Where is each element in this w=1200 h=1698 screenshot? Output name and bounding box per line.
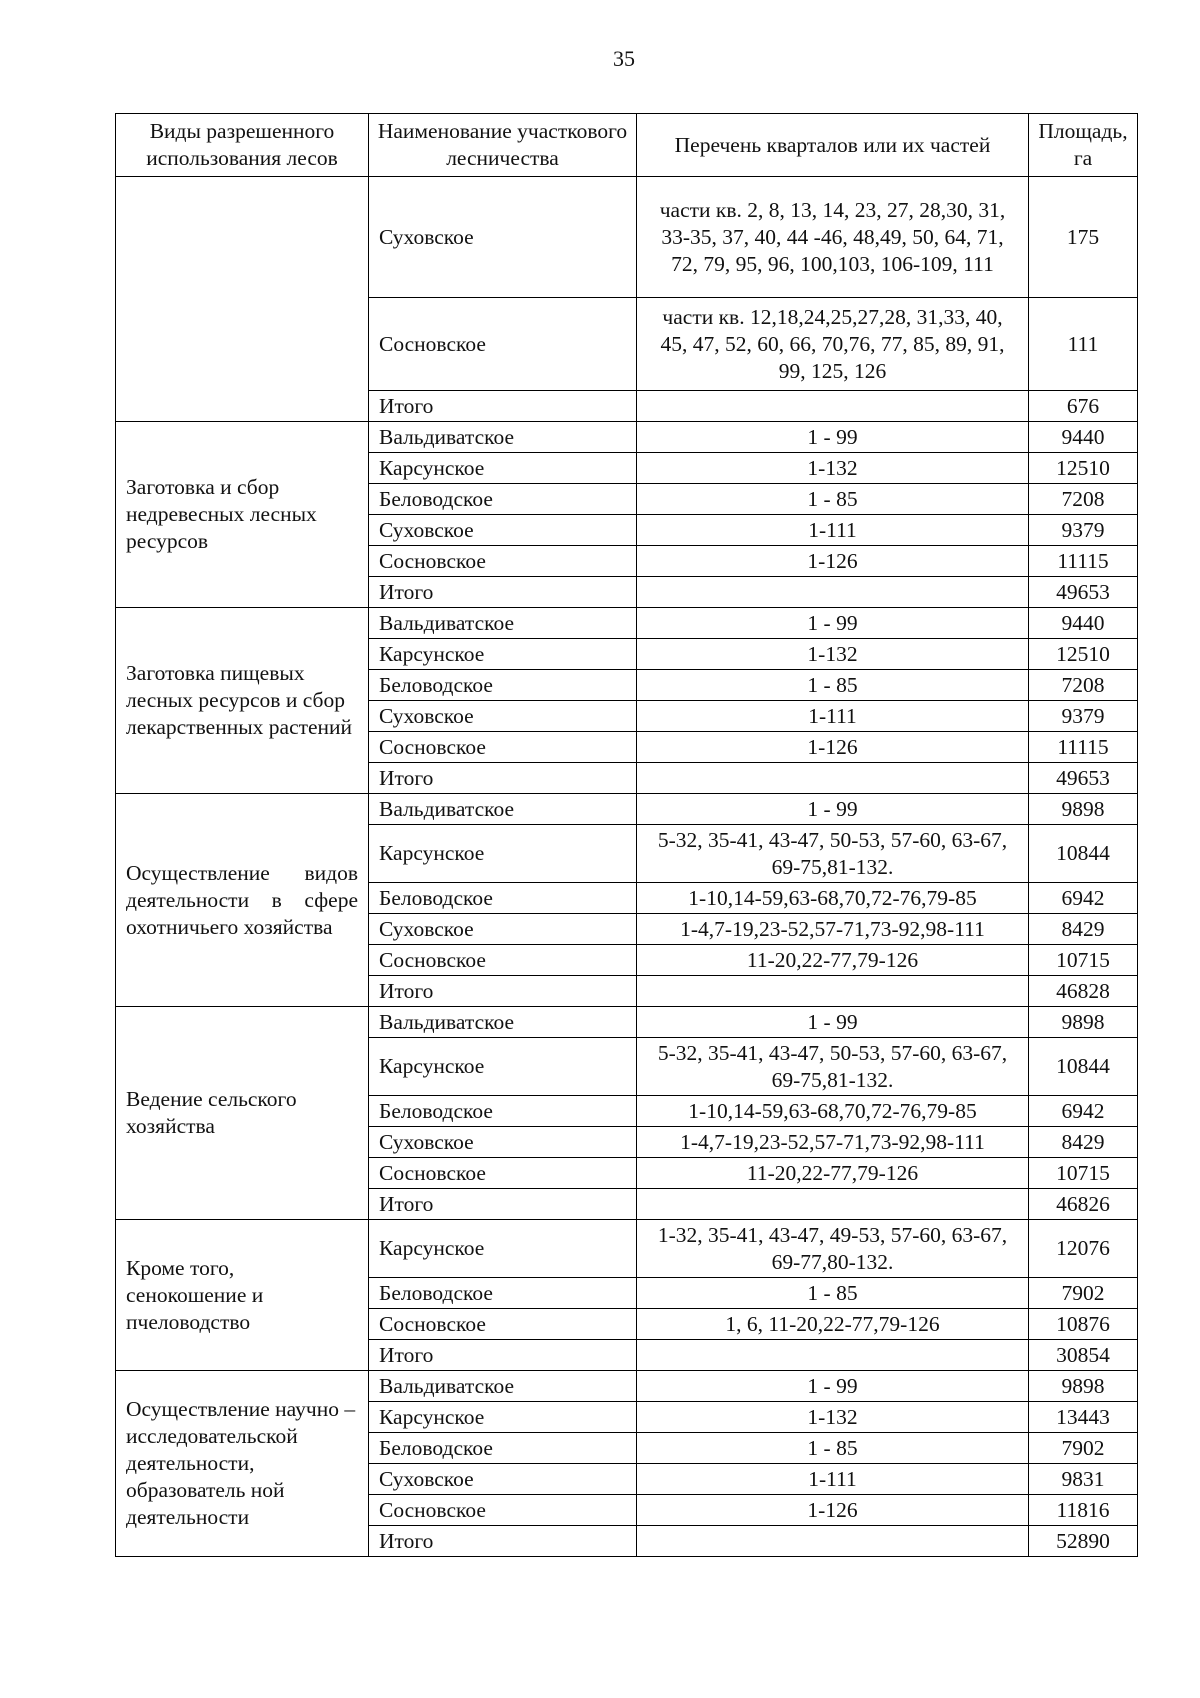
quarters-cell: 1-126 [637,546,1029,577]
forestry-name-cell: Сосновское [369,546,637,577]
quarters-cell: 11-20,22-77,79-126 [637,945,1029,976]
total-label-cell: Итого [369,1340,637,1371]
quarters-cell: 1-4,7-19,23-52,57-71,73-92,98-111 [637,1127,1029,1158]
forestry-name-cell: Карсунское [369,1402,637,1433]
area-cell: 30854 [1029,1340,1138,1371]
forestry-name-cell: Сосновское [369,298,637,391]
area-cell: 52890 [1029,1526,1138,1557]
quarters-cell [637,1340,1029,1371]
forestry-name-cell: Беловодское [369,1433,637,1464]
area-cell: 11115 [1029,732,1138,763]
category-cell: Осуществление научно – исследовательской деятельности, образователь ной деятельности [116,1371,369,1557]
forestry-name-cell: Суховское [369,515,637,546]
quarters-cell: части кв. 2, 8, 13, 14, 23, 27, 28,30, 31, 33-35, 37, 40, 44 -46, 48,49, 50, 64, 71, 72, 79, 95, 96, 100,103, 106-109, 111 [637,177,1029,298]
forestry-name-cell: Вальдиватское [369,1007,637,1038]
forestry-name-cell: Карсунское [369,1038,637,1096]
area-cell: 10876 [1029,1309,1138,1340]
quarters-cell: 1-126 [637,1495,1029,1526]
category-cell: Заготовка пищевых лесных ресурсов и сбор лекарственных растений [116,608,369,794]
quarters-cell: части кв. 12,18,24,25,27,28, 31,33, 40, 45, 47, 52, 60, 66, 70,76, 77, 85, 89, 91, 99, 125, 126 [637,298,1029,391]
forestry-name-cell: Беловодское [369,670,637,701]
header-forestry-name: Наименование участкового лесничества [369,114,637,177]
quarters-cell [637,763,1029,794]
quarters-cell [637,1189,1029,1220]
quarters-cell: 1-132 [637,453,1029,484]
quarters-cell: 1 - 85 [637,1278,1029,1309]
table-header-row [116,114,1138,177]
total-label-cell: Итого [369,976,637,1007]
header-use-type: Виды разрешенного использования лесов [116,114,369,177]
quarters-cell: 1-32, 35-41, 43-47, 49-53, 57-60, 63-67, 69-77,80-132. [637,1220,1029,1278]
forestry-name-cell: Сосновское [369,1495,637,1526]
forestry-name-cell: Беловодское [369,1096,637,1127]
area-cell: 12076 [1029,1220,1138,1278]
quarters-cell: 1-4,7-19,23-52,57-71,73-92,98-111 [637,914,1029,945]
quarters-cell: 1 - 99 [637,1371,1029,1402]
quarters-cell: 1 - 99 [637,422,1029,453]
forestry-name-cell: Суховское [369,1464,637,1495]
total-label-cell: Итого [369,577,637,608]
area-cell: 9379 [1029,701,1138,732]
area-cell: 676 [1029,391,1138,422]
quarters-cell: 1, 6, 11-20,22-77,79-126 [637,1309,1029,1340]
forestry-name-cell: Сосновское [369,1309,637,1340]
area-cell: 8429 [1029,914,1138,945]
area-cell: 49653 [1029,763,1138,794]
area-cell: 111 [1029,298,1138,391]
forestry-name-cell: Вальдиватское [369,794,637,825]
forestry-name-cell: Вальдиватское [369,608,637,639]
forest-use-table [115,113,1138,1557]
area-cell: 9898 [1029,794,1138,825]
forestry-name-cell: Вальдиватское [369,422,637,453]
area-cell: 7208 [1029,484,1138,515]
forestry-name-cell: Карсунское [369,453,637,484]
forestry-name-cell: Сосновское [369,732,637,763]
quarters-cell: 11-20,22-77,79-126 [637,1158,1029,1189]
quarters-cell: 1-111 [637,515,1029,546]
area-cell: 7902 [1029,1278,1138,1309]
area-cell: 7208 [1029,670,1138,701]
quarters-cell: 5-32, 35-41, 43-47, 50-53, 57-60, 63-67, 69-75,81-132. [637,825,1029,883]
area-cell: 175 [1029,177,1138,298]
table-row [116,794,1138,825]
forestry-name-cell: Карсунское [369,639,637,670]
area-cell: 10715 [1029,945,1138,976]
area-cell: 49653 [1029,577,1138,608]
forestry-name-cell: Беловодское [369,1278,637,1309]
header-area: Площадь, га [1029,114,1138,177]
area-cell: 9831 [1029,1464,1138,1495]
area-cell: 9898 [1029,1007,1138,1038]
header-quarters-list: Перечень кварталов или их частей [637,114,1029,177]
total-label-cell: Итого [369,763,637,794]
area-cell: 10715 [1029,1158,1138,1189]
area-cell: 6942 [1029,1096,1138,1127]
forestry-name-cell: Беловодское [369,883,637,914]
area-cell: 46828 [1029,976,1138,1007]
area-cell: 10844 [1029,825,1138,883]
area-cell: 6942 [1029,883,1138,914]
quarters-cell: 1 - 85 [637,484,1029,515]
table-row [116,1371,1138,1402]
quarters-cell: 1-111 [637,701,1029,732]
forestry-name-cell: Суховское [369,701,637,732]
quarters-cell: 1 - 85 [637,670,1029,701]
forestry-name-cell: Сосновское [369,1158,637,1189]
quarters-cell: 1-132 [637,1402,1029,1433]
area-cell: 12510 [1029,453,1138,484]
quarters-cell: 1 - 99 [637,1007,1029,1038]
quarters-cell [637,577,1029,608]
area-cell: 12510 [1029,639,1138,670]
forestry-name-cell: Суховское [369,177,637,298]
forestry-name-cell: Суховское [369,1127,637,1158]
quarters-cell: 1-126 [637,732,1029,763]
area-cell: 9440 [1029,422,1138,453]
area-cell: 13443 [1029,1402,1138,1433]
quarters-cell: 1 - 99 [637,608,1029,639]
total-label-cell: Итого [369,1526,637,1557]
forestry-name-cell: Сосновское [369,945,637,976]
forestry-name-cell: Беловодское [369,484,637,515]
area-cell: 11816 [1029,1495,1138,1526]
table-row [116,422,1138,453]
area-cell: 9379 [1029,515,1138,546]
total-label-cell: Итого [369,391,637,422]
forestry-name-cell: Вальдиватское [369,1371,637,1402]
category-cell: Осуществление видов деятельности в сфере охотничьего хозяйства [116,794,369,1007]
quarters-cell [637,391,1029,422]
forestry-name-cell: Суховское [369,914,637,945]
category-cell: Заготовка и сбор недревесных лесных ресурсов [116,422,369,608]
area-cell: 11115 [1029,546,1138,577]
quarters-cell: 1 - 85 [637,1433,1029,1464]
area-cell: 8429 [1029,1127,1138,1158]
table-row [116,1007,1138,1038]
table-row [116,608,1138,639]
quarters-cell: 1-111 [637,1464,1029,1495]
category-cell: Ведение сельского хозяйства [116,1007,369,1220]
total-label-cell: Итого [369,1189,637,1220]
quarters-cell: 1-10,14-59,63-68,70,72-76,79-85 [637,1096,1029,1127]
quarters-cell: 1-132 [637,639,1029,670]
quarters-cell [637,976,1029,1007]
page-number: 35 [613,46,635,71]
table-row [116,1220,1138,1278]
forestry-name-cell: Карсунское [369,1220,637,1278]
quarters-cell [637,1526,1029,1557]
quarters-cell: 5-32, 35-41, 43-47, 50-53, 57-60, 63-67, 69-75,81-132. [637,1038,1029,1096]
area-cell: 9440 [1029,608,1138,639]
category-cell: Кроме того, сенокошение и пчеловодство [116,1220,369,1371]
area-cell: 9898 [1029,1371,1138,1402]
area-cell: 7902 [1029,1433,1138,1464]
area-cell: 46826 [1029,1189,1138,1220]
area-cell: 10844 [1029,1038,1138,1096]
quarters-cell: 1 - 99 [637,794,1029,825]
table-row [116,177,1138,298]
forestry-name-cell: Карсунское [369,825,637,883]
category-cell [116,177,369,422]
quarters-cell: 1-10,14-59,63-68,70,72-76,79-85 [637,883,1029,914]
